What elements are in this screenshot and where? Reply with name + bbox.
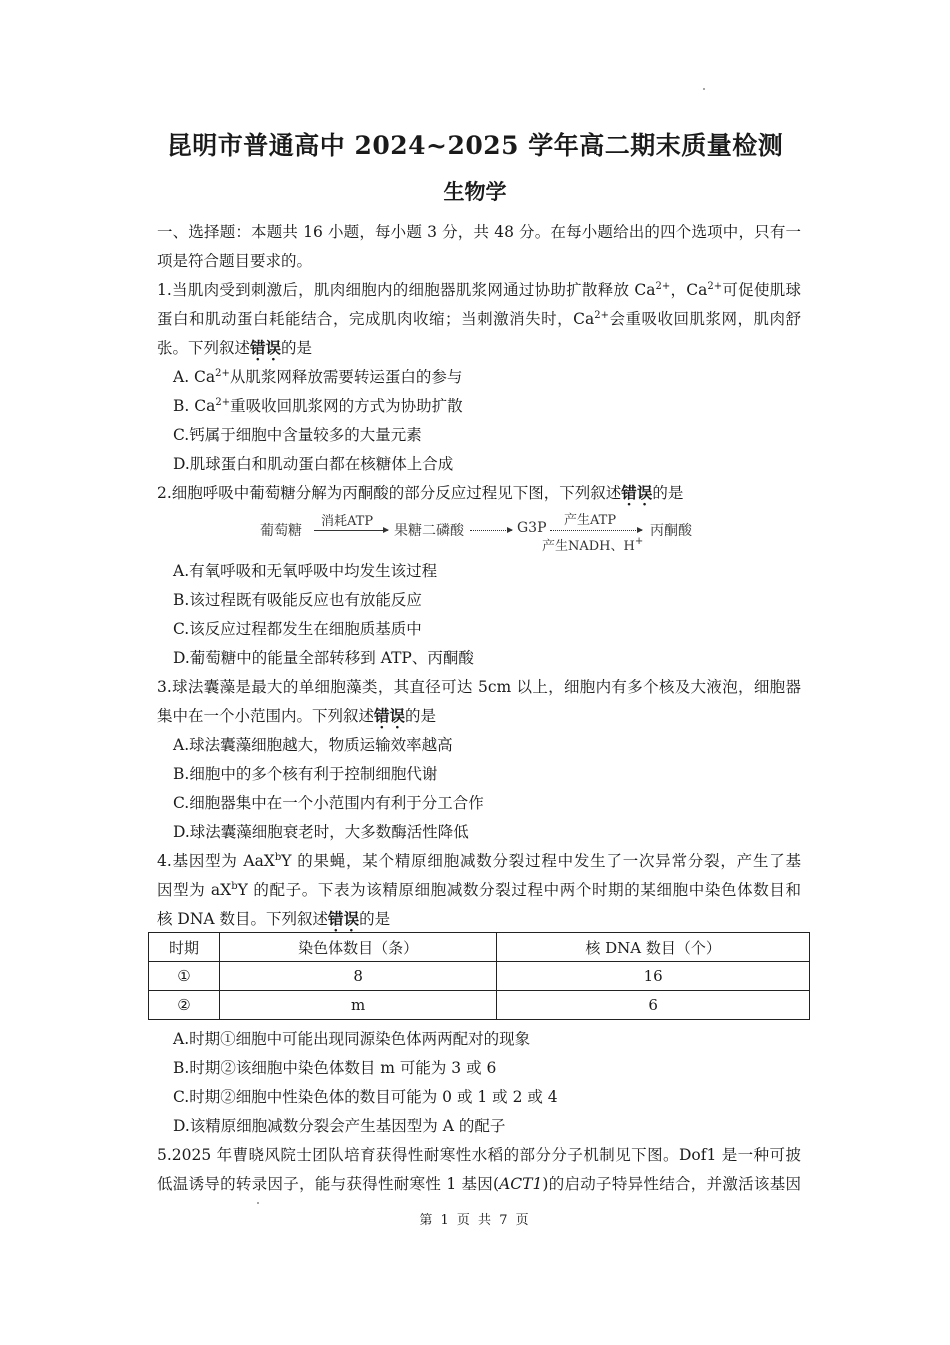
q4-stem-line2: 因型为 $aX^bY$ 的配子。下表为该精原细胞减数分裂过程中两个时期的某细胞中染色体数目和 [157,881,801,899]
q3-option-a: A.球法囊藻细胞越大，物质运输效率越高 [173,736,453,754]
q4-option-a: A.时期①细胞中可能出现同源染色体两两配对的现象 [173,1030,531,1048]
q1-stem-line3: 张。下列叙述错误的是 [157,338,313,357]
q2-option-b: B.该过程既有吸能反应也有放能反应 [173,591,422,609]
q1-option-b: B. $Ca^{2+}$重吸收回肌浆网的方式为协助扩散 [173,397,463,415]
section-instructions-cont: 项是符合题目要求的。 [157,252,313,270]
q1-option-a: A. $Ca^{2+}$从肌浆网释放需要转运蛋白的参与 [173,368,463,386]
q1-option-c: C.钙属于细胞中含量较多的大量元素 [173,426,422,444]
table-header-cell: 时期 [149,933,220,962]
flow-pyruvate: 丙酮酸 [650,523,692,539]
table-header-cell: 染色体数目（条） [220,933,497,962]
table-cell: 8 [220,962,497,991]
flow-arrow-1 [314,530,388,531]
table-header-cell: 核 DNA 数目（个） [497,933,810,962]
q3-option-d: D.球法囊藻细胞衰老时，大多数酶活性降低 [173,823,469,841]
flow-arrow-3 [550,530,642,531]
table-row [149,991,810,1020]
flow-consume-atp: 消耗ATP [321,514,374,529]
q3-stem-line1: 3.球法囊藻是最大的单细胞藻类，其直径可达 5cm 以上，细胞内有多个核及大液泡，细胞器 [157,678,801,696]
table-cell: 16 [497,962,810,991]
table-cell: 6 [497,991,810,1020]
scan-speck [703,88,705,90]
table-header-row [149,933,810,962]
q4-option-d: D.该精原细胞减数分裂会产生基因型为 A 的配子 [173,1117,506,1135]
q1-stem-line2: 蛋白和肌动蛋白耗能结合，完成肌肉收缩；当刺激消失时，$Ca^{2+}$会重吸收回肌浆网，肌肉舒 [157,310,801,328]
q5-stem-line2: 低温诱导的转录因子，能与获得性耐寒性 1 基因(ACT1)的启动子特异性结合，并激活该基因 [157,1175,801,1193]
flow-fbp: 果糖二磷酸 [394,523,464,539]
table-cell: ② [149,991,220,1020]
q4-stem-line3: 核 DNA 数目。下列叙述错误的是 [157,909,391,928]
q3-stem-line2: 集中在一个小范围内。下列叙述错误的是 [157,706,437,725]
q4-option-b: B.时期②该细胞中染色体数目 m 可能为 3 或 6 [173,1059,497,1077]
q1-option-d: D.肌球蛋白和肌动蛋白都在核糖体上合成 [173,455,454,473]
q5-stem-line1: 5.2025 年曹晓风院士团队培育获得性耐寒性水稻的部分分子机制见下图。Dof1 是一种可披 [157,1146,801,1164]
exam-title: 昆明市普通高中 2024~2025 学年高二期末质量检测 [166,131,784,160]
q3-option-c: C.细胞器集中在一个小范围内有利于分工合作 [173,794,484,812]
q1-stem-line1: 1.当肌肉受到刺激后，肌肉细胞内的细胞器肌浆网通过协助扩散释放 $Ca^{2+}$，$Ca^{2+}$可促使肌球 [157,281,801,299]
section-instructions: 一、选择题：本题共 16 小题，每小题 3 分，共 48 分。在每小题给出的四个选项中，只有一 [157,223,801,241]
q2-option-d: D.葡萄糖中的能量全部转移到 ATP、丙酮酸 [173,649,474,667]
q2-stem: 2.细胞呼吸中葡萄糖分解为丙酮酸的部分反应过程见下图，下列叙述错误的是 [157,483,684,502]
table-cell: m [220,991,497,1020]
table-row [149,962,810,991]
scan-speck [257,1202,259,1204]
flow-produce-nadh: 产生NADH、H+ [542,536,644,554]
flow-g3p: G3P [517,520,547,536]
glycolysis-diagram [260,509,700,553]
q4-option-c: C.时期②细胞中性染色体的数目可能为 0 或 1 或 2 或 4 [173,1088,558,1106]
page-footer: 第 1 页 共 7 页 [419,1213,531,1228]
flow-produce-atp: 产生ATP [564,513,617,528]
q2-option-a: A.有氧呼吸和无氧呼吸中均发生该过程 [173,562,438,580]
q3-option-b: B.细胞中的多个核有利于控制细胞代谢 [173,765,438,783]
q2-option-c: C.该反应过程都发生在细胞质基质中 [173,620,422,638]
table-cell: ① [149,962,220,991]
subject-title: 生物学 [443,179,507,204]
q4-stem-line1: 4.基因型为 AaX$^b$Y 的果蝇，某个精原细胞减数分裂过程中发生了一次异常分裂，产生了基 [157,852,802,870]
q4-data-table [148,932,810,1020]
flow-arrow-2 [470,530,512,531]
flow-glucose: 葡萄糖 [260,523,302,539]
